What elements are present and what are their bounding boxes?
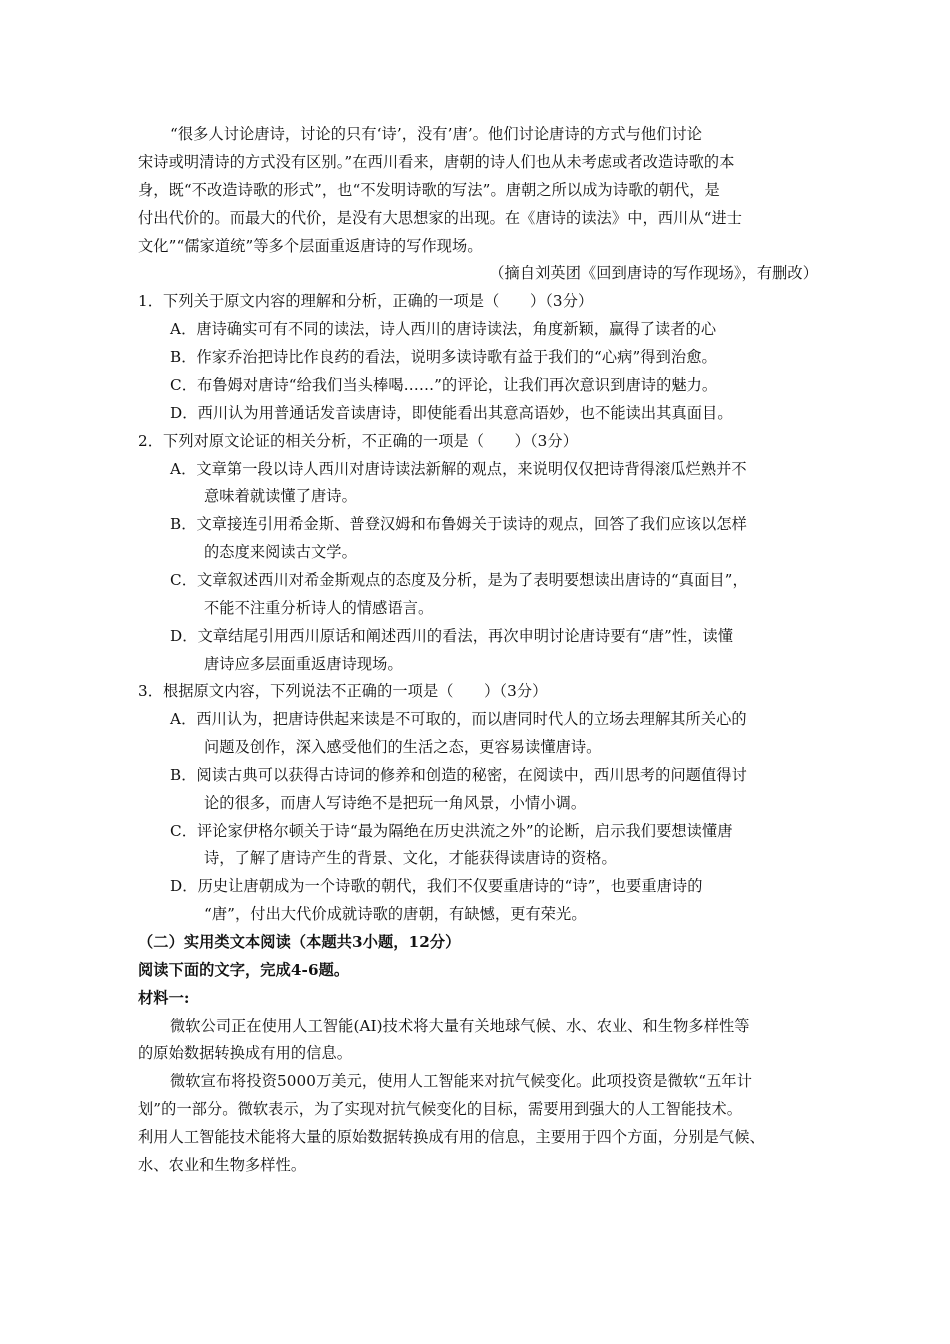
- question-3-option-d-cont: “唐”，付出大代价成就诗歌的唐朝，有缺憾，更有荣光。: [204, 905, 587, 923]
- question-2-option-b-cont: 的态度来阅读古文学。: [204, 543, 357, 561]
- question-3-option-c-cont: 诗，了解了唐诗产生的背景、文化，才能获得读唐诗的资格。: [204, 849, 617, 867]
- question-2-option-c-cont: 不能不注重分析诗人的情感语言。: [204, 599, 434, 617]
- question-1-option-b: B．作家乔治把诗比作良药的看法，说明多读诗歌有益于我们的“心病”得到治愈。: [170, 348, 717, 366]
- question-1-option-d: D．西川认为用普通话发音读唐诗，即使能看出其意高语妙，也不能读出其真面目。: [170, 404, 733, 422]
- question-1-option-a: A．唐诗确实可有不同的读法，诗人西川的唐诗读法，角度新颖，赢得了读者的心: [170, 320, 717, 338]
- passage-line: “很多人讨论唐诗，讨论的只有‘诗’，没有’唐’。他们讨论唐诗的方式与他们讨论: [170, 125, 703, 143]
- question-stem-3: 3．根据原文内容，下列说法不正确的一项是（ ）（3分）: [138, 682, 548, 700]
- question-3-option-d: D．历史让唐朝成为一个诗歌的朝代，我们不仅要重唐诗的“诗”，也要重唐诗的: [170, 877, 703, 895]
- material-paragraph-line: 水、农业和生物多样性。: [138, 1156, 307, 1174]
- question-2-option-a-cont: 意味着就读懂了唐诗。: [204, 487, 357, 505]
- material-paragraph-line: 微软公司正在使用人工智能(AI)技术将大量有关地球气候、水、农业、和生物多样性等: [170, 1017, 750, 1035]
- material-paragraph-line: 利用人工智能技术能将大量的原始数据转换成有用的信息，主要用于四个方面，分别是气候、: [138, 1128, 765, 1146]
- question-3-option-a-cont: 问题及创作，深入感受他们的生活之态，更容易读懂唐诗。: [204, 738, 602, 756]
- question-1-option-c: C．布鲁姆对唐诗“给我们当头棒喝……”的评论，让我们再次意识到唐诗的魅力。: [170, 376, 718, 394]
- material-label: 材料一:: [138, 989, 190, 1007]
- question-3-option-b: B．阅读古典可以获得古诗词的修养和创造的秘密，在阅读中，西川思考的问题值得讨: [170, 766, 747, 784]
- question-2-option-d: D．文章结尾引用西川原话和阐述西川的看法，再次申明讨论唐诗要有“唐”性，读懂: [170, 627, 734, 645]
- passage-line: 身，既“不改造诗歌的形式”，也“不发明诗歌的写法”。唐朝之所以成为诗歌的朝代，是: [138, 181, 720, 199]
- material-paragraph-line: 的原始数据转换成有用的信息。: [138, 1044, 353, 1062]
- passage-source: （摘自刘英团《回到唐诗的写作现场》，有删改）: [489, 264, 818, 282]
- passage-line: 宋诗或明清诗的方式没有区别。”在西川看来，唐朝的诗人们也从未考虑或者改造诗歌的本: [138, 153, 735, 171]
- question-stem-1: 1．下列关于原文内容的理解和分析，正确的一项是（ ）（3分）: [138, 292, 594, 310]
- question-2-option-b: B．文章接连引用希金斯、普登汉姆和布鲁姆关于读诗的观点，回答了我们应该以怎样: [170, 515, 747, 533]
- section-heading: （二）实用类文本阅读（本题共3小题，12分）: [138, 933, 461, 951]
- question-3-option-b-cont: 论的很多，而唐人写诗绝不是把玩一角风景，小情小调。: [204, 794, 587, 812]
- passage-line: 付出代价的。而最大的代价，是没有大思想家的出现。在《唐诗的读法》中，西川从“进士: [138, 209, 743, 227]
- material-paragraph-line: 划”的一部分。微软表示，为了实现对抗气候变化的目标，需要用到强大的人工智能技术。: [138, 1100, 743, 1118]
- question-3-option-c: C．评论家伊格尔顿关于诗“最为隔绝在历史洪流之外”的论断，启示我们要想读懂唐: [170, 822, 733, 840]
- passage-line: 文化”“儒家道统”等多个层面重返唐诗的写作现场。: [138, 237, 483, 255]
- question-2-option-a: A．文章第一段以诗人西川对唐诗读法新解的观点，来说明仅仅把诗背得滚瓜烂熟并不: [170, 460, 747, 478]
- question-2-option-d-cont: 唐诗应多层面重返唐诗现场。: [204, 655, 403, 673]
- material-paragraph-line: 微软宣布将投资5000万美元，使用人工智能来对抗气候变化。此项投资是微软“五年计: [170, 1072, 752, 1090]
- question-3-option-a: A．西川认为，把唐诗供起来读是不可取的，而以唐同时代人的立场去理解其所关心的: [170, 710, 747, 728]
- question-stem-2: 2．下列对原文论证的相关分析，不正确的一项是（ ）（3分）: [138, 432, 578, 450]
- section-instruction: 阅读下面的文字，完成4-6题。: [138, 961, 350, 979]
- question-2-option-c: C．文章叙述西川对希金斯观点的态度及分析，是为了表明要想读出唐诗的“真面目”，: [170, 571, 748, 589]
